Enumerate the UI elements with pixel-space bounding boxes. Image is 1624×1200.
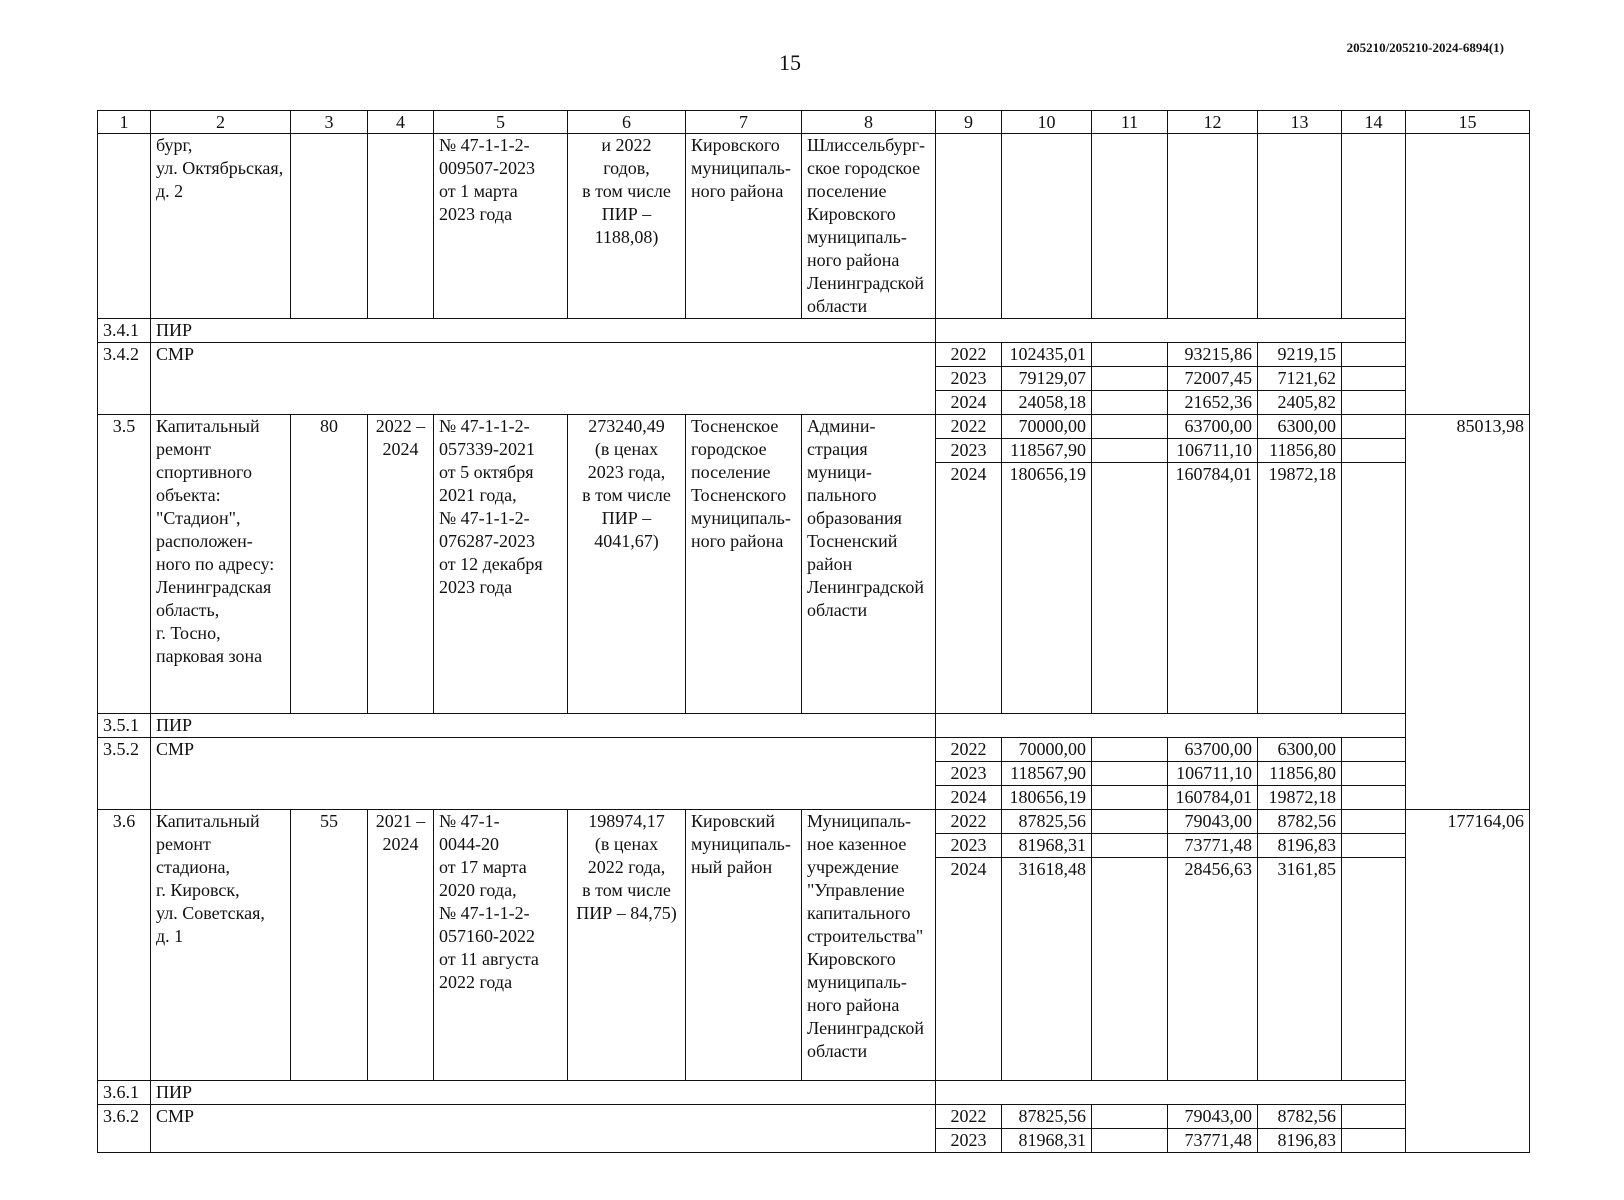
cell-empty [936, 1081, 1406, 1105]
cell-year: 2022 [936, 343, 1002, 367]
cell-label: СМР [151, 738, 936, 810]
column-header: 14 [1342, 111, 1406, 134]
cell-period [368, 134, 434, 319]
cell-other [1342, 1129, 1406, 1153]
cell-year: 2022 [936, 415, 1002, 439]
cell-label: ПИР [151, 1081, 936, 1105]
cell-year: 2024 [936, 391, 1002, 415]
cell-expertise: № 47-1- 0044-20 от 17 марта 2020 года, № 47-1-1-2- 057160-2022 от 11 августа 2022 года [434, 810, 568, 1081]
register-table [97, 110, 1530, 1153]
cell-federal [1092, 439, 1168, 463]
cell-regional: 73771,48 [1168, 1129, 1258, 1153]
cell-regional: 73771,48 [1168, 834, 1258, 858]
cell-local: 11856,80 [1258, 762, 1342, 786]
cell-municipality: Кировский муниципаль- ный район [686, 810, 802, 1081]
cell-total: 70000,00 [1002, 415, 1092, 439]
cell-year: 2023 [936, 439, 1002, 463]
cell-number: 3.5 [98, 415, 151, 714]
cell-total: 81968,31 [1002, 834, 1092, 858]
cell-federal [1092, 858, 1168, 1081]
cell-label: ПИР [151, 714, 936, 738]
cell-object: Капитальный ремонт стадиона, г. Кировск, ул. Советская, д. 1 [151, 810, 291, 1081]
cell-total: 81968,31 [1002, 1129, 1092, 1153]
cell-empty [936, 319, 1406, 343]
cell-local: 11856,80 [1258, 439, 1342, 463]
cell-label: СМР [151, 1105, 936, 1153]
cell-local: 6300,00 [1258, 738, 1342, 762]
cell-number: 3.4.1 [98, 319, 151, 343]
cell-federal [1092, 786, 1168, 810]
cell-label: ПИР [151, 319, 936, 343]
cell-year [936, 134, 1002, 319]
cell-municipality: Тосненское городское поселение Тосненского муниципаль- ного района [686, 415, 802, 714]
table-row-3-4-1 [98, 319, 1530, 343]
cell-other [1342, 858, 1406, 1081]
cell-number: 3.6.1 [98, 1081, 151, 1105]
column-header: 3 [291, 111, 368, 134]
column-header: 11 [1092, 111, 1168, 134]
cell-local: 19872,18 [1258, 463, 1342, 714]
column-header: 10 [1002, 111, 1092, 134]
cell-period: 2022 – 2024 [368, 415, 434, 714]
table-row-3-6-2 [98, 1105, 1530, 1129]
cell-total: 70000,00 [1002, 738, 1092, 762]
table-row-3-6 [98, 810, 1530, 834]
cell-other [1342, 1105, 1406, 1129]
table-row-3-6-1 [98, 1081, 1530, 1105]
cell-customer: Админи- страция муници- пального образования Тосненский район Ленинградской области [802, 415, 936, 714]
column-header: 13 [1258, 111, 1342, 134]
cell-local [1258, 134, 1342, 319]
cell-total: 87825,56 [1002, 810, 1092, 834]
column-header: 7 [686, 111, 802, 134]
column-header: 5 [434, 111, 568, 134]
cell-other [1342, 343, 1406, 367]
table-row-3-5-1 [98, 714, 1530, 738]
cell-number: 3.5.1 [98, 714, 151, 738]
cell-year: 2023 [936, 762, 1002, 786]
cell-federal [1092, 1129, 1168, 1153]
table-row-3-4-2 [98, 343, 1530, 367]
cell-federal [1092, 463, 1168, 714]
cell-other [1342, 415, 1406, 439]
cell-federal [1092, 367, 1168, 391]
cell-local: 19872,18 [1258, 786, 1342, 810]
cell-number: 3.6 [98, 810, 151, 1081]
cell-local: 8196,83 [1258, 834, 1342, 858]
cell-other [1342, 810, 1406, 834]
cell-federal [1092, 810, 1168, 834]
page-number: 15 [779, 50, 801, 75]
cell-cost: 198974,17 (в ценах 2022 года, в том числе ПИР – 84,75) [568, 810, 686, 1081]
cell-regional: 106711,10 [1168, 762, 1258, 786]
cell-number: 3.4.2 [98, 343, 151, 415]
cell-regional: 63700,00 [1168, 415, 1258, 439]
cell-year: 2023 [936, 1129, 1002, 1153]
cell-total: 31618,48 [1002, 858, 1092, 1081]
cell-other [1342, 391, 1406, 415]
cell-local: 8782,56 [1258, 810, 1342, 834]
cell-number [98, 134, 151, 319]
cell-other [1342, 439, 1406, 463]
cell-total [1002, 134, 1092, 319]
cell-federal [1092, 1105, 1168, 1129]
cell-year: 2024 [936, 463, 1002, 714]
cell-federal [1092, 134, 1168, 319]
column-header: 1 [98, 111, 151, 134]
cell-label: СМР [151, 343, 936, 415]
cell-local: 3161,85 [1258, 858, 1342, 1081]
cell-regional: 79043,00 [1168, 1105, 1258, 1129]
cell-customer: Муниципаль- ное казенное учреждение "Управление капитального строительства" Кировского муниципаль- ного района Ленинградской области [802, 810, 936, 1081]
cell-other [1342, 762, 1406, 786]
cell-local: 6300,00 [1258, 415, 1342, 439]
column-header: 6 [568, 111, 686, 134]
column-number-row [98, 111, 1530, 134]
cell-expertise: № 47-1-1-2- 057339-2021 от 5 октября 2021 года, № 47-1-1-2- 076287-2023 от 12 декабря 2023 года [434, 415, 568, 714]
cell-other [1342, 834, 1406, 858]
cell-other [1342, 738, 1406, 762]
column-header: 8 [802, 111, 936, 134]
cell-local: 8196,83 [1258, 1129, 1342, 1153]
cell-total: 180656,19 [1002, 786, 1092, 810]
cell-federal [1092, 391, 1168, 415]
cell-regional: 106711,10 [1168, 439, 1258, 463]
cell-federal [1092, 762, 1168, 786]
cell-year: 2022 [936, 1105, 1002, 1129]
cell-municipality: Кировского муниципаль- ного района [686, 134, 802, 319]
cell-total: 87825,56 [1002, 1105, 1092, 1129]
cell-other [1342, 367, 1406, 391]
cell-balance [1406, 134, 1530, 415]
cell-regional: 72007,45 [1168, 367, 1258, 391]
cell-other [1342, 134, 1406, 319]
cell-balance: 177164,06 [1406, 810, 1530, 1153]
cell-customer: Шлиссельбург- ское городское поселение Кировского муниципаль- ного района Ленинградской области [802, 134, 936, 319]
cell-total: 118567,90 [1002, 439, 1092, 463]
cell-regional: 28456,63 [1168, 858, 1258, 1081]
table-row-3-5 [98, 415, 1530, 439]
cell-year: 2022 [936, 738, 1002, 762]
column-header: 9 [936, 111, 1002, 134]
cell-year: 2024 [936, 786, 1002, 810]
table-row-3-4-continued [98, 134, 1530, 319]
cell-year: 2023 [936, 367, 1002, 391]
column-header: 15 [1406, 111, 1530, 134]
cell-other [1342, 786, 1406, 810]
cell-federal [1092, 834, 1168, 858]
cell-number: 3.5.2 [98, 738, 151, 810]
cell-object: Капитальный ремонт спортивного объекта: "Стадион", расположен- ного по адресу: Ленинградская область, г. Тосно, парковая зона [151, 415, 291, 714]
cell-expertise: № 47-1-1-2- 009507-2023 от 1 марта 2023 года [434, 134, 568, 319]
cell-total: 118567,90 [1002, 762, 1092, 786]
cell-capacity [291, 134, 368, 319]
table-row-3-5-2 [98, 738, 1530, 762]
cell-total: 180656,19 [1002, 463, 1092, 714]
cell-regional [1168, 134, 1258, 319]
cell-object: бург, ул. Октябрьская, д. 2 [151, 134, 291, 319]
cell-federal [1092, 343, 1168, 367]
cell-capacity: 55 [291, 810, 368, 1081]
cell-year: 2022 [936, 810, 1002, 834]
cell-capacity: 80 [291, 415, 368, 714]
cell-cost: и 2022 годов, в том числе ПИР – 1188,08) [568, 134, 686, 319]
cell-local: 8782,56 [1258, 1105, 1342, 1129]
cell-regional: 63700,00 [1168, 738, 1258, 762]
cell-balance: 85013,98 [1406, 415, 1530, 810]
cell-regional: 21652,36 [1168, 391, 1258, 415]
cell-local: 2405,82 [1258, 391, 1342, 415]
column-header: 12 [1168, 111, 1258, 134]
cell-local: 7121,62 [1258, 367, 1342, 391]
cell-period: 2021 – 2024 [368, 810, 434, 1081]
cell-year: 2023 [936, 834, 1002, 858]
cell-number: 3.6.2 [98, 1105, 151, 1153]
cell-total: 102435,01 [1002, 343, 1092, 367]
cell-cost: 273240,49 (в ценах 2023 года, в том числе ПИР – 4041,67) [568, 415, 686, 714]
document-code: 205210/205210-2024-6894(1) [1346, 40, 1504, 55]
cell-federal [1092, 415, 1168, 439]
column-header: 2 [151, 111, 291, 134]
column-header: 4 [368, 111, 434, 134]
cell-regional: 160784,01 [1168, 786, 1258, 810]
cell-federal [1092, 738, 1168, 762]
cell-year: 2024 [936, 858, 1002, 1081]
cell-regional: 93215,86 [1168, 343, 1258, 367]
cell-total: 24058,18 [1002, 391, 1092, 415]
cell-regional: 160784,01 [1168, 463, 1258, 714]
cell-local: 9219,15 [1258, 343, 1342, 367]
cell-total: 79129,07 [1002, 367, 1092, 391]
cell-empty [936, 714, 1406, 738]
cell-regional: 79043,00 [1168, 810, 1258, 834]
cell-other [1342, 463, 1406, 714]
